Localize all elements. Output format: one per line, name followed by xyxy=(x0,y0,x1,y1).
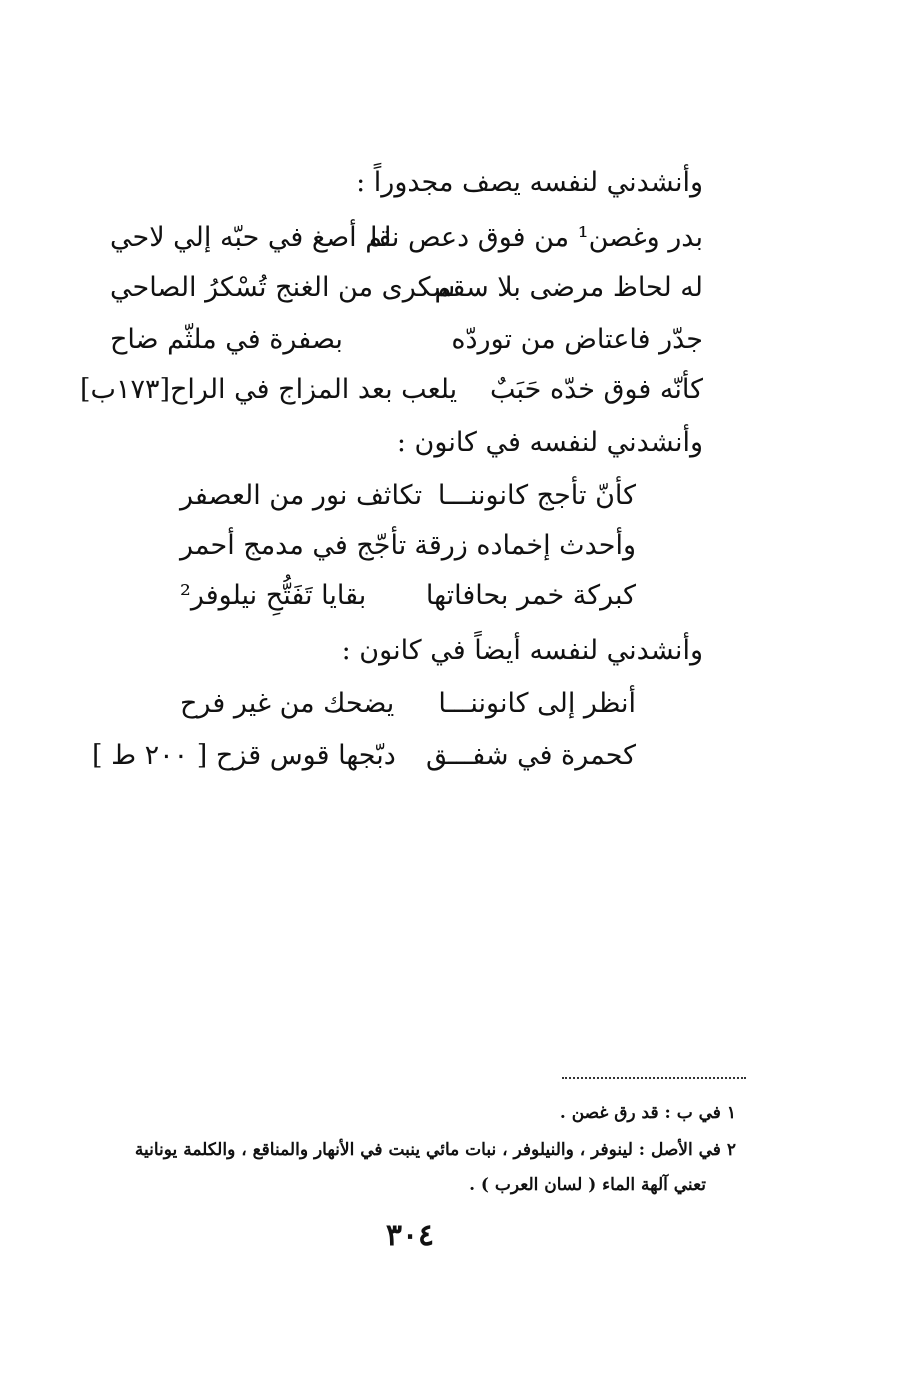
verse-first-hemistich: بدر وغصن¹ من فوق دعص نقا xyxy=(369,222,703,253)
verse-second-hemistich: دبّجها قوس قزح [ ٢٠٠ ط ] xyxy=(92,740,396,771)
verse-first-hemistich: جدّر فاعتاض من توردّه xyxy=(451,324,703,355)
verse-second-hemistich: تكاثف نور من العصفر xyxy=(180,480,423,511)
footnote-continuation: تعني آلهة الماء ( لسان العرب ) . xyxy=(469,1175,706,1195)
verse-second-hemistich: لم أصغ في حبّه إلي لاحي xyxy=(110,222,392,253)
verse-first-hemistich: كحمرة في شفـــق xyxy=(425,740,636,771)
verse-first-hemistich: كبركة خمر بحافاتها xyxy=(425,580,636,611)
verse-second-hemistich: يضحك من غير فرح xyxy=(180,688,395,719)
verse-first-hemistich: أنظر إلى كانوننـــا xyxy=(438,688,636,719)
verse-first-hemistich: كأنّه فوق خدّه حَبَبٌ xyxy=(490,374,703,405)
verse-second-hemistich: سكرى من الغنج تُسْكرُ الصاحي xyxy=(110,272,456,303)
page-number: ٣٠٤ xyxy=(385,1218,435,1253)
verse-second-hemistich: تأجّج في مدمج أحمر xyxy=(180,530,407,561)
footnote-divider xyxy=(562,1077,746,1079)
verse-second-hemistich: بقايا تَفَتُّحِ نيلوفر² xyxy=(180,580,367,611)
verse-first-hemistich: كأنّ تأجج كانوننـــا xyxy=(437,480,636,511)
footnote: ٢ في الأصل : لينوفر ، والنيلوفر ، نبات مائي ينبت في الأنهار والمناقع ، والكلمة يونانية xyxy=(134,1140,736,1160)
verse-first-hemistich: وأحدث إخماده زرقة xyxy=(414,530,636,561)
verse-second-hemistich: يلعب بعد المزاج في الراح[١٧٣ب] xyxy=(80,374,458,405)
intro-line: وأنشدني لنفسه يصف مجدوراً : xyxy=(356,167,703,198)
intro-line: وأنشدني لنفسه أيضاً في كانون : xyxy=(341,635,703,666)
intro-line: وأنشدني لنفسه في كانون : xyxy=(396,427,703,458)
verse-second-hemistich: بصفرة في ملثّم ضاح xyxy=(110,324,343,355)
verse-first-hemistich: له لحاظ مرضى بلا سقم xyxy=(434,272,703,303)
footnote: ١ في ب : قد رق غصن . xyxy=(559,1103,736,1123)
